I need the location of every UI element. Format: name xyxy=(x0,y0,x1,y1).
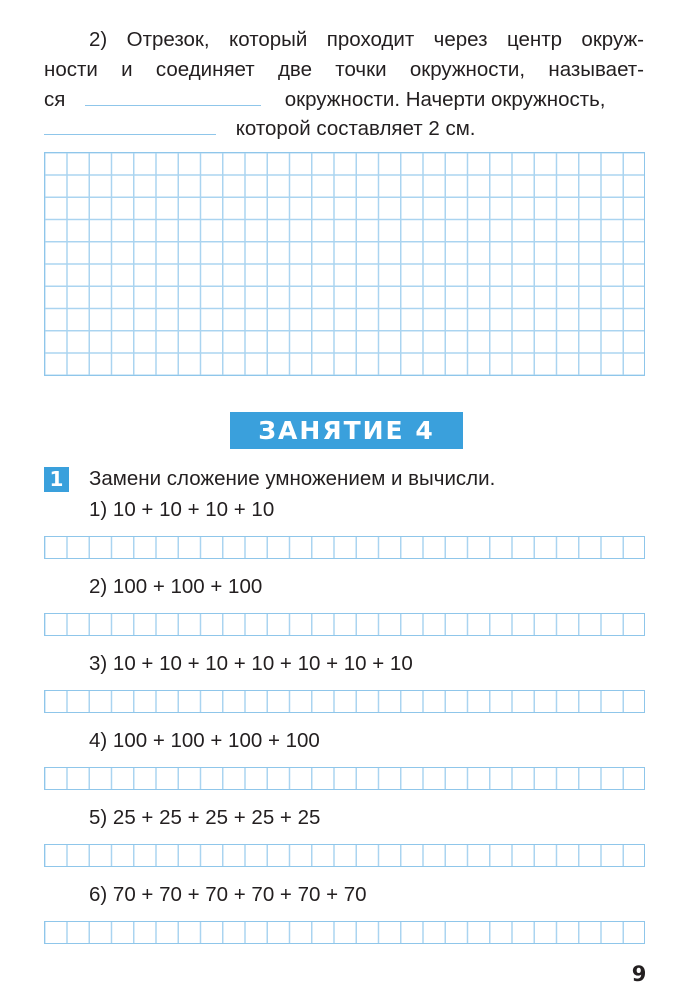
exercise-2-line-3-start: ся xyxy=(44,88,66,111)
exercise-2-line-1: 2) Отрезок, который проходит через центр окруж- xyxy=(89,28,644,51)
task-instruction: Замени сложение умножением и вычисли. xyxy=(89,467,496,490)
answer-row-5[interactable] xyxy=(44,844,645,867)
answer-blank-term[interactable] xyxy=(85,104,261,106)
expression-5: 5) 25 + 25 + 25 + 25 + 25 xyxy=(89,806,321,829)
answer-row-1[interactable] xyxy=(44,536,645,559)
expression-3: 3) 10 + 10 + 10 + 10 + 10 + 10 + 10 xyxy=(89,652,413,675)
answer-row-6[interactable] xyxy=(44,921,645,944)
exercise-2-line-2: ности и соединяет две точки окружности, называет- xyxy=(44,58,644,81)
exercise-2-line-3-end: окружности. Начерти окружность, xyxy=(284,88,606,111)
answer-row-2[interactable] xyxy=(44,613,645,636)
drawing-grid[interactable] xyxy=(44,152,645,376)
expression-1: 1) 10 + 10 + 10 + 10 xyxy=(89,498,275,521)
exercise-2-line-4-end: которой составляет 2 см. xyxy=(235,117,476,140)
page-number: 9 xyxy=(631,962,647,986)
lesson-title-banner: ЗАНЯТИЕ 4 xyxy=(230,412,463,449)
answer-row-4[interactable] xyxy=(44,767,645,790)
expression-2: 2) 100 + 100 + 100 xyxy=(89,575,263,598)
expression-6: 6) 70 + 70 + 70 + 70 + 70 + 70 xyxy=(89,883,367,906)
exercise-2-line-3 xyxy=(44,86,644,114)
exercise-2-line-4 xyxy=(44,115,644,143)
answer-row-3[interactable] xyxy=(44,690,645,713)
task-number-badge: 1 xyxy=(44,467,69,492)
answer-blank-measure[interactable] xyxy=(44,133,216,135)
expression-4: 4) 100 + 100 + 100 + 100 xyxy=(89,729,320,752)
